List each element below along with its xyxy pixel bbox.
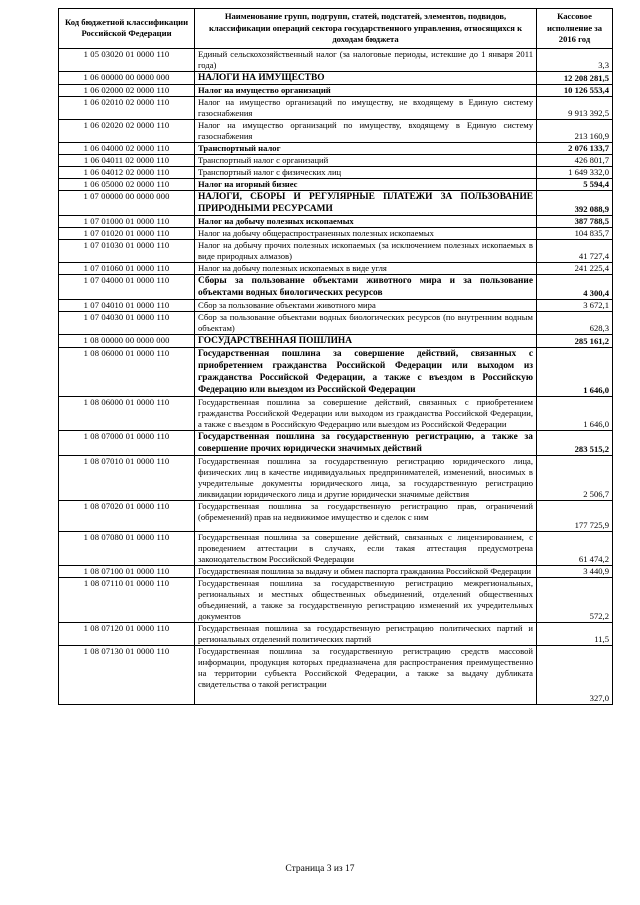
row-code: 1 07 04000 01 0000 110 bbox=[59, 274, 195, 299]
row-name: Налог на игорный бизнес bbox=[195, 178, 537, 190]
row-code: 1 08 07020 01 0000 110 bbox=[59, 500, 195, 531]
table-row bbox=[59, 565, 613, 577]
row-code: 1 08 07080 01 0000 110 bbox=[59, 531, 195, 565]
row-code: 1 06 04000 02 0000 110 bbox=[59, 142, 195, 154]
table-row bbox=[59, 178, 613, 190]
row-amount: 9 913 392,5 bbox=[537, 96, 613, 119]
budget-revenue-table bbox=[58, 8, 613, 705]
row-name: Налог на имущество организаций по имуществу, не входящему в Единую систему газоснабжения bbox=[195, 96, 537, 119]
table-row bbox=[59, 215, 613, 227]
row-name: НАЛОГИ, СБОРЫ И РЕГУЛЯРНЫЕ ПЛАТЕЖИ ЗА ПОЛЬЗОВАНИЕ ПРИРОДНЫМИ РЕСУРСАМИ bbox=[195, 190, 537, 215]
header-code: Код бюджетной классификации Российской Федерации bbox=[59, 9, 195, 49]
row-name: Сборы за пользование объектами животного мира и за пользование объектами водных биологических ресурсов bbox=[195, 274, 537, 299]
row-amount: 11,5 bbox=[537, 622, 613, 645]
table-row bbox=[59, 166, 613, 178]
row-code: 1 08 07130 01 0000 110 bbox=[59, 645, 195, 704]
row-name: Транспортный налог с организаций bbox=[195, 154, 537, 166]
table-row bbox=[59, 430, 613, 455]
row-name: Налог на добычу полезных ископаемых bbox=[195, 215, 537, 227]
row-amount: 41 727,4 bbox=[537, 239, 613, 262]
row-name: Государственная пошлина за государственную регистрацию средств массовой информации, продукция которых предназначена для распространения преимущественно на территории субъекта Российской Федерации, а также за выдачу дубликата свидетельства о такой регистрации bbox=[195, 645, 537, 704]
row-amount: 1 649 332,0 bbox=[537, 166, 613, 178]
table-row bbox=[59, 190, 613, 215]
table-row bbox=[59, 239, 613, 262]
table-row bbox=[59, 119, 613, 142]
page-number: Страница 3 из 17 bbox=[285, 864, 355, 874]
row-code: 1 05 03020 01 0000 110 bbox=[59, 48, 195, 71]
row-amount: 1 646,0 bbox=[537, 347, 613, 396]
header-amount: Кассовое исполнение за 2016 год bbox=[537, 9, 613, 49]
table-row bbox=[59, 311, 613, 334]
row-code: 1 08 07110 01 0000 110 bbox=[59, 577, 195, 622]
row-name: Налог на добычу полезных ископаемых в виде угля bbox=[195, 262, 537, 274]
row-amount: 213 160,9 bbox=[537, 119, 613, 142]
table-row bbox=[59, 334, 613, 347]
row-name: Государственная пошлина за государственную регистрацию межрегиональных, региональных и местных общественных объединений, отделений общественных объединений, а также за государственную регистрацию изменений их учредительных документов bbox=[195, 577, 537, 622]
row-name: Транспортный налог bbox=[195, 142, 537, 154]
row-amount: 283 515,2 bbox=[537, 430, 613, 455]
table-row bbox=[59, 71, 613, 84]
row-code: 1 07 01030 01 0000 110 bbox=[59, 239, 195, 262]
row-name: ГОСУДАРСТВЕННАЯ ПОШЛИНА bbox=[195, 334, 537, 347]
row-code: 1 07 04030 01 0000 110 bbox=[59, 311, 195, 334]
row-name: Единый сельскохозяйственный налог (за налоговые периоды, истекшие до 1 января 2011 года) bbox=[195, 48, 537, 71]
row-code: 1 08 07000 01 0000 110 bbox=[59, 430, 195, 455]
row-amount: 5 594,4 bbox=[537, 178, 613, 190]
table-body bbox=[59, 48, 613, 704]
row-amount: 177 725,9 bbox=[537, 500, 613, 531]
row-amount: 2 076 133,7 bbox=[537, 142, 613, 154]
row-amount: 12 208 281,5 bbox=[537, 71, 613, 84]
row-amount: 61 474,2 bbox=[537, 531, 613, 565]
row-code: 1 08 07010 01 0000 110 bbox=[59, 455, 195, 500]
row-code: 1 08 06000 01 0000 110 bbox=[59, 396, 195, 430]
table-row bbox=[59, 84, 613, 96]
table-row bbox=[59, 622, 613, 645]
table-row bbox=[59, 577, 613, 622]
row-code: 1 07 01060 01 0000 110 bbox=[59, 262, 195, 274]
document-page bbox=[58, 8, 612, 705]
row-code: 1 07 04010 01 0000 110 bbox=[59, 299, 195, 311]
row-amount: 241 225,4 bbox=[537, 262, 613, 274]
row-code: 1 08 07100 01 0000 110 bbox=[59, 565, 195, 577]
row-name: Государственная пошлина за совершение действий, связанных с лицензированием, с проведением аттестации в случаях, если такая аттестация предусмотрена законодательством Российской Федерации bbox=[195, 531, 537, 565]
row-name: Государственная пошлина за государственную регистрацию юридического лица, физических лиц в качестве индивидуальных предпринимателей, изменений, вносимых в учредительные документы юридического лица, за государственную регистрацию ликвидации юридического лица и другие юридически значимые действия bbox=[195, 455, 537, 500]
table-row bbox=[59, 396, 613, 430]
row-code: 1 08 07120 01 0000 110 bbox=[59, 622, 195, 645]
table-row bbox=[59, 645, 613, 704]
table-row bbox=[59, 455, 613, 500]
row-code: 1 06 02000 02 0000 110 bbox=[59, 84, 195, 96]
row-name: Государственная пошлина за совершение действий, связанных с приобретением гражданства Российской Федерации или выходом из гражданства Российской Федерации, а также с въездом в Российскую Федерацию или выездом из Российской Федерации bbox=[195, 347, 537, 396]
row-code: 1 06 04011 02 0000 110 bbox=[59, 154, 195, 166]
row-amount: 3 672,1 bbox=[537, 299, 613, 311]
row-amount: 572,2 bbox=[537, 577, 613, 622]
row-amount: 10 126 553,4 bbox=[537, 84, 613, 96]
row-code: 1 07 00000 00 0000 000 bbox=[59, 190, 195, 215]
row-code: 1 06 05000 02 0000 110 bbox=[59, 178, 195, 190]
table-row bbox=[59, 274, 613, 299]
row-amount: 1 646,0 bbox=[537, 396, 613, 430]
row-name: Государственная пошлина за государственную регистрацию прав, ограничений (обременений) прав на недвижимое имущество и сделок с ним bbox=[195, 500, 537, 531]
row-name: Государственная пошлина за совершение действий, связанных с приобретением гражданства Российской Федерации или выходом из гражданства Российской Федерации, а также с въездом в Российскую Федерацию или выездом из Российской Федерации bbox=[195, 396, 537, 430]
table-row bbox=[59, 48, 613, 71]
row-name: Государственная пошлина за государственную регистрацию политических партий и региональных отделений политических партий bbox=[195, 622, 537, 645]
row-name: Налог на имущество организаций bbox=[195, 84, 537, 96]
row-name: Сбор за пользование объектами водных биологических ресурсов (по внутренним водным объектам) bbox=[195, 311, 537, 334]
table-row bbox=[59, 154, 613, 166]
row-amount: 3,3 bbox=[537, 48, 613, 71]
row-name: Налог на добычу общераспространенных полезных ископаемых bbox=[195, 227, 537, 239]
table-header-row bbox=[59, 9, 613, 49]
row-name: Налог на имущество организаций по имуществу, входящему в Единую систему газоснабжения bbox=[195, 119, 537, 142]
row-code: 1 06 02010 02 0000 110 bbox=[59, 96, 195, 119]
row-code: 1 07 01000 01 0000 110 bbox=[59, 215, 195, 227]
header-name: Наименование групп, подгрупп, статей, подстатей, элементов, подвидов, классификации операций сектора государственного управления, относящихся к доходам бюджета bbox=[195, 9, 537, 49]
row-code: 1 08 06000 01 0000 110 bbox=[59, 347, 195, 396]
table-row bbox=[59, 347, 613, 396]
row-code: 1 06 02020 02 0000 110 bbox=[59, 119, 195, 142]
row-name: Государственная пошлина за государственную регистрацию, а также за совершение прочих юридически значимых действий bbox=[195, 430, 537, 455]
row-amount: 628,3 bbox=[537, 311, 613, 334]
row-name: Государственная пошлина за выдачу и обмен паспорта гражданина Российской Федерации bbox=[195, 565, 537, 577]
row-code: 1 06 00000 00 0000 000 bbox=[59, 71, 195, 84]
row-amount: 4 300,4 bbox=[537, 274, 613, 299]
table-row bbox=[59, 531, 613, 565]
row-code: 1 06 04012 02 0000 110 bbox=[59, 166, 195, 178]
row-name: Налог на добычу прочих полезных ископаемых (за исключением полезных ископаемых в виде природных алмазов) bbox=[195, 239, 537, 262]
row-amount: 387 788,5 bbox=[537, 215, 613, 227]
row-amount: 285 161,2 bbox=[537, 334, 613, 347]
row-amount: 426 801,7 bbox=[537, 154, 613, 166]
table-row bbox=[59, 262, 613, 274]
row-name: НАЛОГИ НА ИМУЩЕСТВО bbox=[195, 71, 537, 84]
row-amount: 3 440,9 bbox=[537, 565, 613, 577]
row-name: Сбор за пользование объектами животного мира bbox=[195, 299, 537, 311]
table-row bbox=[59, 142, 613, 154]
row-amount: 2 506,7 bbox=[537, 455, 613, 500]
row-amount: 104 835,7 bbox=[537, 227, 613, 239]
table-row bbox=[59, 500, 613, 531]
row-amount: 327,0 bbox=[537, 645, 613, 704]
row-code: 1 07 01020 01 0000 110 bbox=[59, 227, 195, 239]
table-row bbox=[59, 227, 613, 239]
table-row bbox=[59, 96, 613, 119]
row-name: Транспортный налог с физических лиц bbox=[195, 166, 537, 178]
row-amount: 392 088,9 bbox=[537, 190, 613, 215]
row-code: 1 08 00000 00 0000 000 bbox=[59, 334, 195, 347]
table-row bbox=[59, 299, 613, 311]
